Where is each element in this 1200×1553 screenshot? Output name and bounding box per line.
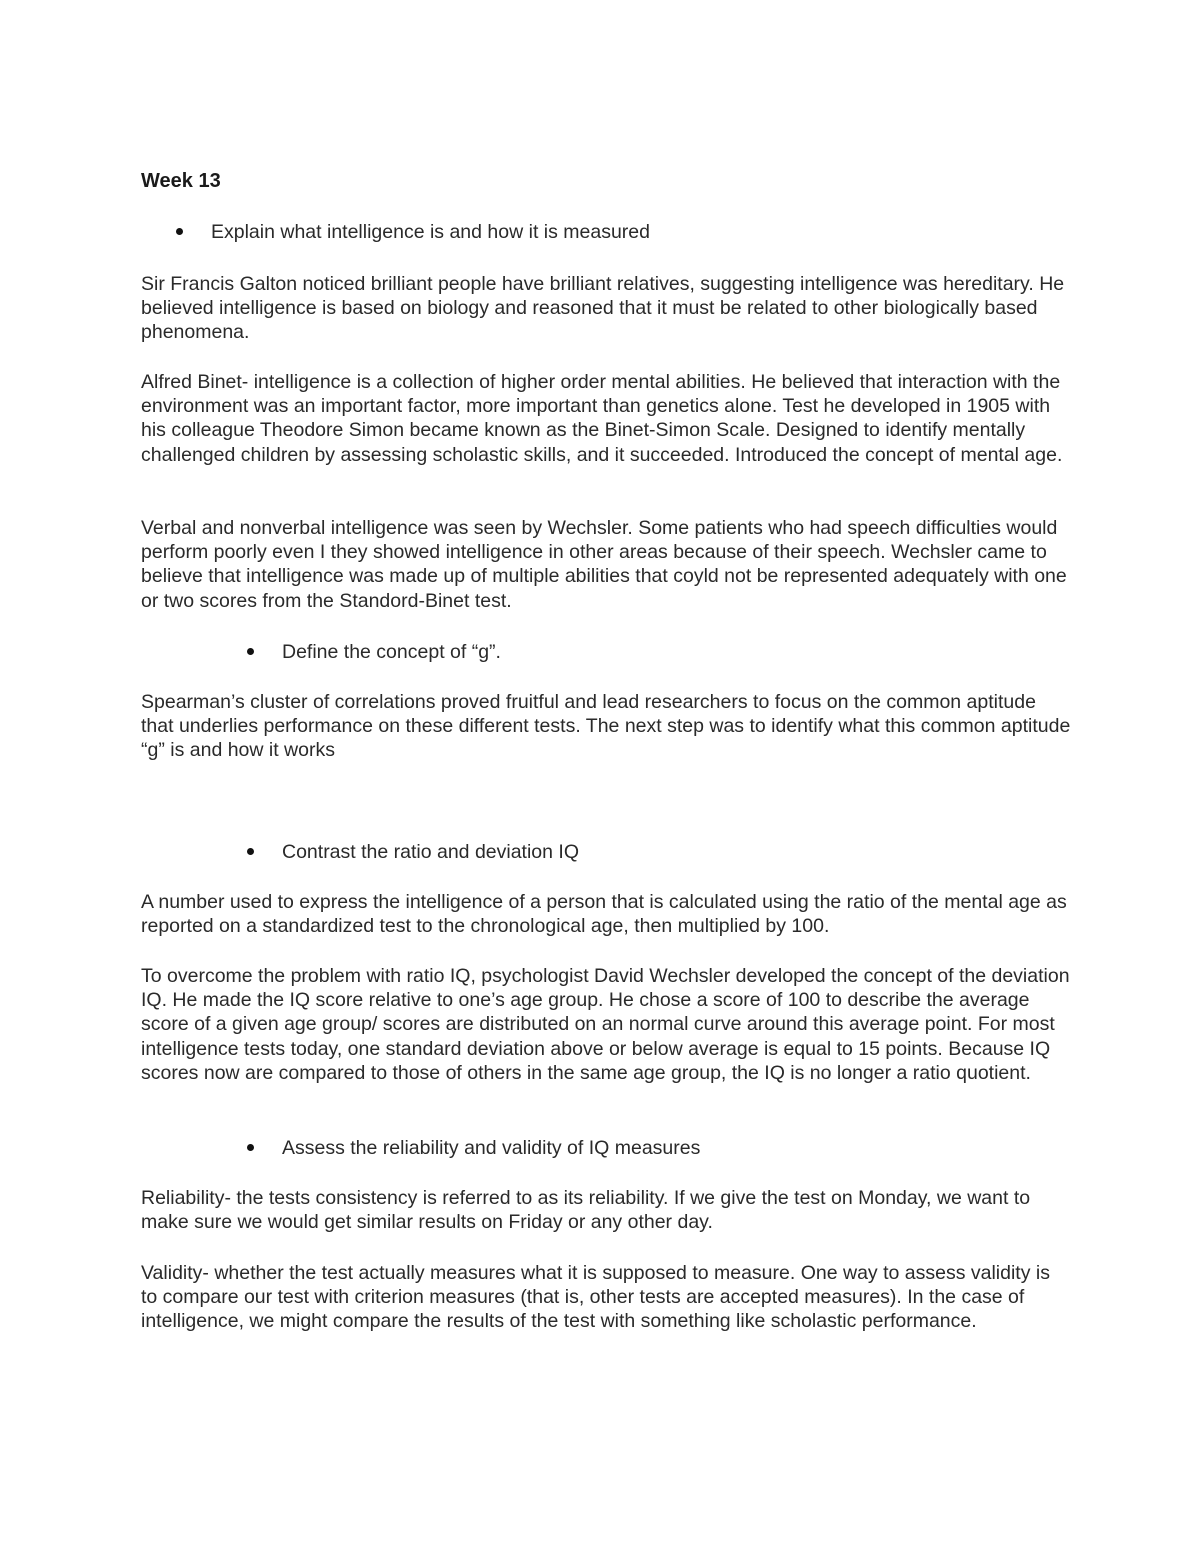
paragraph-validity: Validity- whether the test actually measures what it is supposed to measure. One way to assess validity is to compare our test with criterion measures (that is, other tests are accepted measures). In the case of intelligence, we might compare the results of the test with something like scholastic performance. (141, 1262, 1050, 1333)
paragraph-wechsler-verbal: Verbal and nonverbal intelligence was seen by Wechsler. Some patients who had speech difficulties would perform poorly even I they showed intelligence in other areas because of their speech. Wechsler came to believe that intelligence was made up of multiple abilities that coyld not be represented adequately with one or two scores from the Standord-Binet test. (141, 517, 1067, 612)
bullet-dot-icon (247, 1144, 254, 1151)
paragraph-binet: Alfred Binet- intelligence is a collection of higher order mental abilities. He believed that interaction with the environment was an important factor, more important than genetics alone. Test he developed in 1905 with his colleague Theodore Simon became known as the Binet-Simon Scale. Designed to identify mentally challenged children by assessing scholastic skills, and it succeeded. Introduced the concept of mental age. (141, 371, 1063, 466)
bullet-explain-intelligence: Explain what intelligence is and how it is measured (211, 221, 650, 243)
bullet-dot-icon (247, 648, 254, 655)
paragraph-deviation-iq: To overcome the problem with ratio IQ, psychologist David Wechsler developed the concept of the deviation IQ. He made the IQ score relative to one’s age group. He chose a score of 100 to describe the average score of a given age group/ scores are distributed on an normal curve around this average point. For most intelligence tests today, one standard deviation above or below average is equal to 15 points. Because IQ scores now are compared to those of others in the same age group, the IQ is no longer a ratio quotient. (141, 965, 1070, 1084)
bullet-dot-icon (176, 228, 183, 235)
paragraph-ratio-iq: A number used to express the intelligence of a person that is calculated using the ratio of the mental age as reported on a standardized test to the chronological age, then multiplied by 100. (141, 891, 1067, 938)
paragraph-galton: Sir Francis Galton noticed brilliant people have brilliant relatives, suggesting intelligence was hereditary. He believed intelligence is based on biology and reasoned that it must be related to other biologically based phenomena. (141, 273, 1065, 344)
document-title: Week 13 (141, 170, 221, 192)
bullet-define-g: Define the concept of “g”. (282, 641, 501, 663)
bullet-reliability-validity: Assess the reliability and validity of IQ measures (282, 1137, 701, 1159)
bullet-contrast-iq: Contrast the ratio and deviation IQ (282, 841, 580, 863)
bullet-dot-icon (247, 848, 254, 855)
paragraph-spearman: Spearman’s cluster of correlations proved fruitful and lead researchers to focus on the common aptitude that underlies performance on these different tests. The next step was to identify what this common aptitude “g” is and how it works (141, 691, 1071, 762)
paragraph-reliability: Reliability- the tests consistency is referred to as its reliability. If we give the test on Monday, we want to make sure we would get similar results on Friday or any other day. (141, 1187, 1031, 1234)
